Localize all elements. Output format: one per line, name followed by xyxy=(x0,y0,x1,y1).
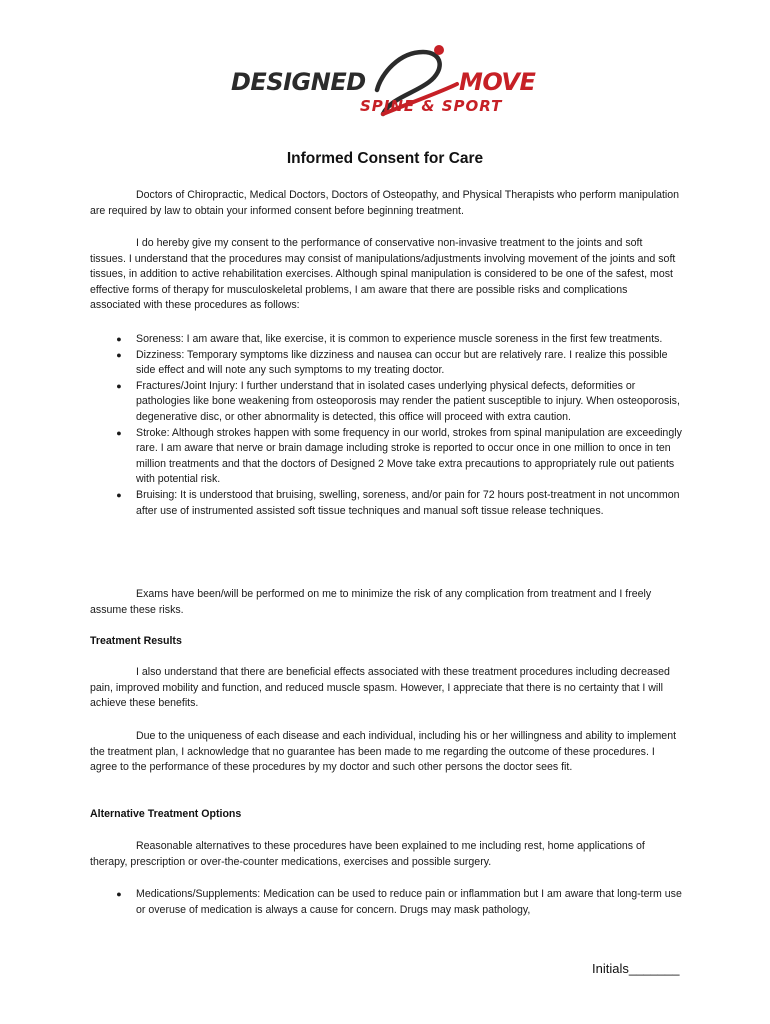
alternatives-list xyxy=(110,887,682,918)
bullet-icon: ● xyxy=(116,427,122,438)
logo-word-designed: DESIGNED xyxy=(231,68,366,96)
document-title: Informed Consent for Care xyxy=(286,150,484,167)
bullet-icon: ● xyxy=(116,334,122,344)
risk-text: Stroke: Although strokes happen with some frequency in our world, strokes from spinal manipulation are exceedingly rare. I am aware that nerve or brain damage including stroke is reported to occur once in one million to once in ten million treatments and that the doctors of Designed 2 Move take extra precautions to appropriately rule out patients with potential risk. xyxy=(136,426,682,486)
list-item-alternative xyxy=(110,887,682,918)
list-item-risk xyxy=(110,332,682,348)
risk-text: Soreness: I am aware that, like exercise, it is common to experience muscle soreness in the first few treatments. xyxy=(136,333,663,345)
logo-word-move: MOVE xyxy=(459,68,536,96)
initials-line: Initials_______ xyxy=(592,961,680,976)
risk-text: Dizziness: Temporary symptoms like dizziness and nausea can occur but are relatively rare. I realize this possible side effect and will note any such symptoms to my treating doctor. xyxy=(136,348,668,377)
logo-subtitle: SPINE & SPORT xyxy=(360,97,503,115)
exams-paragraph: Exams have been/will be performed on me to minimize the risk of any complication from treatment and I freely assume these risks. xyxy=(90,588,652,616)
alternatives-paragraph: Reasonable alternatives to these procedures have been explained to me including rest, home applications of therapy, prescription or over-the-counter medications, exercises and possible surgery. xyxy=(90,840,645,868)
list-item-risk xyxy=(110,488,682,519)
alternative-text: Medications/Supplements: Medication can be used to reduce pain or inflammation but I am aware that long-term use or overuse of medication is always a cause for concern. Drugs may mask pathology, xyxy=(136,888,682,916)
list-item-risk xyxy=(110,426,682,488)
treatment-results-heading: Treatment Results xyxy=(90,635,182,647)
risk-text: Fractures/Joint Injury: I further understand that in isolated cases underlying physical defects, deformities or pathologies like bone weakening from osteoporosis may render the patient susceptible to injury. When osteoporosis, degenerative disc, or other abnormality is detected, this office will proceed with extra caution. xyxy=(136,379,680,423)
bullet-icon: ● xyxy=(116,349,122,360)
results-paragraph-2: Due to the uniqueness of each disease and each individual, including his or her willingness and ability to implement the treatment plan, I acknowledge that no guarantee has been made to me regarding the outcome of these procedures. I agree to the performance of these procedures by my doctor and such other persons the doctor sees fit. xyxy=(90,730,677,774)
alternative-treatment-heading: Alternative Treatment Options xyxy=(90,808,242,820)
bullet-icon: ● xyxy=(116,380,122,391)
results-paragraph-1: I also understand that there are beneficial effects associated with these treatment procedures including decreased pain, improved mobility and function, and reduced muscle spasm. However, I appreciate that there is no certainty that I will achieve these benefits. xyxy=(90,666,670,710)
risks-list xyxy=(110,332,682,519)
intro-paragraph-2: I do hereby give my consent to the performance of conservative non-invasive treatment to the joints and soft tissues. I understand that the procedures may consist of manipulations/adjustments involving movement of the joints and soft tissues, in addition to active rehabilitation exercises. Although spinal manipulation is considered to be one of the safest, most effective forms of therapy for musculoskeletal problems, I am aware that there are possible risks and complications associated with these procedures as follows: xyxy=(90,237,676,312)
bullet-icon: ● xyxy=(116,889,122,899)
intro-paragraph-1: Doctors of Chiropractic, Medical Doctors, Doctors of Osteopathy, and Physical Therapists who perform manipulation are required by law to obtain your informed consent before beginning treatment. xyxy=(90,189,680,217)
risk-text: Bruising: It is understood that bruising, swelling, soreness, and/or pain for 72 hours post-treatment in not uncommon after use of instrumented assisted soft tissue techniques and manual soft tissue release techniques. xyxy=(136,488,680,517)
list-item-risk xyxy=(110,348,682,379)
designed-2-move-logo xyxy=(231,44,541,120)
bullet-icon: ● xyxy=(116,489,122,500)
list-item-risk xyxy=(110,379,682,426)
